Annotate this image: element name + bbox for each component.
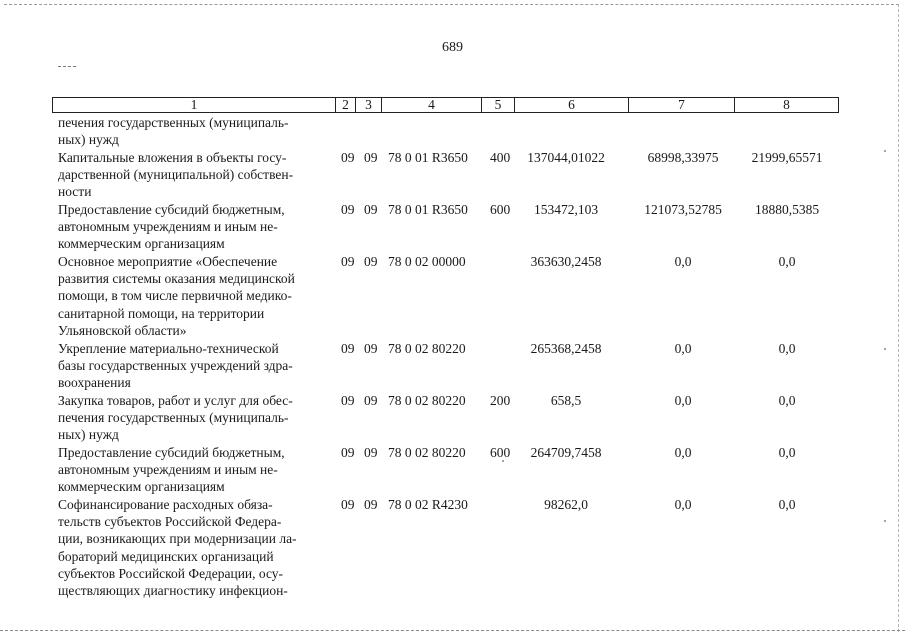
page-number: 689 — [442, 40, 463, 55]
row-csr: 78 0 02 00000 — [388, 254, 466, 269]
row-value-2: 0,0 — [674, 497, 692, 512]
row-csr: 78 0 02 80220 — [388, 393, 466, 408]
row-pr: 09 — [364, 202, 378, 217]
scan-speck — [884, 348, 886, 350]
header-col-4: 4 — [382, 97, 482, 113]
row-value-1: 98262,0 — [544, 497, 588, 512]
row-value-3: 0,0 — [778, 497, 796, 512]
row-value-1: 658,5 — [550, 393, 582, 408]
row-value-1: 137044,01022 — [527, 150, 605, 165]
row-value-1: 265368,2458 — [530, 341, 602, 356]
row-value-3: 0,0 — [778, 254, 796, 269]
row-value-1: 363630,2458 — [530, 254, 602, 269]
scan-speck — [884, 150, 886, 152]
row-name: Основное мероприятие «Обеспечение развития системы оказания медицинской помощи, в том числе первичной медико- санитарной помощи, на территории Ульяновской области» — [58, 254, 295, 338]
row-value-1: 153472,103 — [533, 202, 599, 217]
row-vr: 400 — [490, 150, 511, 165]
row-vr: 200 — [490, 393, 511, 408]
row-name: Софинансирование расходных обяза- тельств субъектов Российской Федера- ции, возникающих при модернизации ла- бораторий медицинских организаций субъектов Российской Федерации, осу- ществляющих диагностику инфекцион- — [58, 497, 297, 599]
scan-speck — [502, 460, 504, 462]
row-value-3: 0,0 — [778, 445, 796, 460]
row-vr: 600 — [490, 202, 511, 217]
row-value-2: 0,0 — [674, 393, 692, 408]
header-col-7: 7 — [629, 97, 735, 113]
row-value-2: 68998,33975 — [647, 150, 719, 165]
row-value-2: 0,0 — [674, 254, 692, 269]
row-csr: 78 0 02 R4230 — [388, 497, 468, 512]
row-csr: 78 0 01 R3650 — [388, 150, 468, 165]
row-name: Укрепление материально-технической базы государственных учреждений здра- воохранения — [58, 341, 293, 391]
row-csr: 78 0 02 80220 — [388, 341, 466, 356]
row-rz: 09 — [341, 497, 355, 512]
header-col-1: 1 — [52, 97, 336, 113]
row-value-2: 0,0 — [674, 445, 692, 460]
header-col-3: 3 — [356, 97, 382, 113]
page-bottom-edge — [0, 630, 905, 631]
row-pr: 09 — [364, 150, 378, 165]
row-value-2: 0,0 — [674, 341, 692, 356]
header-col-5: 5 — [482, 97, 515, 113]
header-col-8: 8 — [735, 97, 839, 113]
row-name: Капитальные вложения в объекты госу- дарственной (муниципальной) собствен- ности — [58, 150, 294, 200]
row-pr: 09 — [364, 254, 378, 269]
row-rz: 09 — [341, 341, 355, 356]
row-value-1: 264709,7458 — [530, 445, 602, 460]
row-rz: 09 — [341, 150, 355, 165]
row-name: Закупка товаров, работ и услуг для обес- печения государственных (муниципаль- ных) нужд — [58, 393, 293, 443]
row-rz: 09 — [341, 445, 355, 460]
row-name: печения государственных (муниципаль- ных) нужд — [58, 115, 289, 148]
row-value-3: 0,0 — [778, 341, 796, 356]
row-pr: 09 — [364, 445, 378, 460]
row-pr: 09 — [364, 497, 378, 512]
row-value-2: 121073,52785 — [644, 202, 722, 217]
row-name: Предоставление субсидий бюджетным, автономным учреждениям и иным не- коммерческим организациям — [58, 202, 285, 252]
header-col-6: 6 — [515, 97, 629, 113]
row-vr: 600 — [490, 445, 511, 460]
header-col-2: 2 — [336, 97, 356, 113]
scan-mark — [58, 66, 76, 67]
row-name: Предоставление субсидий бюджетным, автономным учреждениям и иным не- коммерческим организациям — [58, 445, 285, 495]
row-value-3: 18880,5385 — [754, 202, 820, 217]
row-csr: 78 0 02 80220 — [388, 445, 466, 460]
row-csr: 78 0 01 R3650 — [388, 202, 468, 217]
row-rz: 09 — [341, 202, 355, 217]
row-value-3: 0,0 — [778, 393, 796, 408]
row-pr: 09 — [364, 393, 378, 408]
row-rz: 09 — [341, 393, 355, 408]
row-rz: 09 — [341, 254, 355, 269]
row-value-3: 21999,65571 — [751, 150, 823, 165]
scan-speck — [884, 520, 886, 522]
row-pr: 09 — [364, 341, 378, 356]
